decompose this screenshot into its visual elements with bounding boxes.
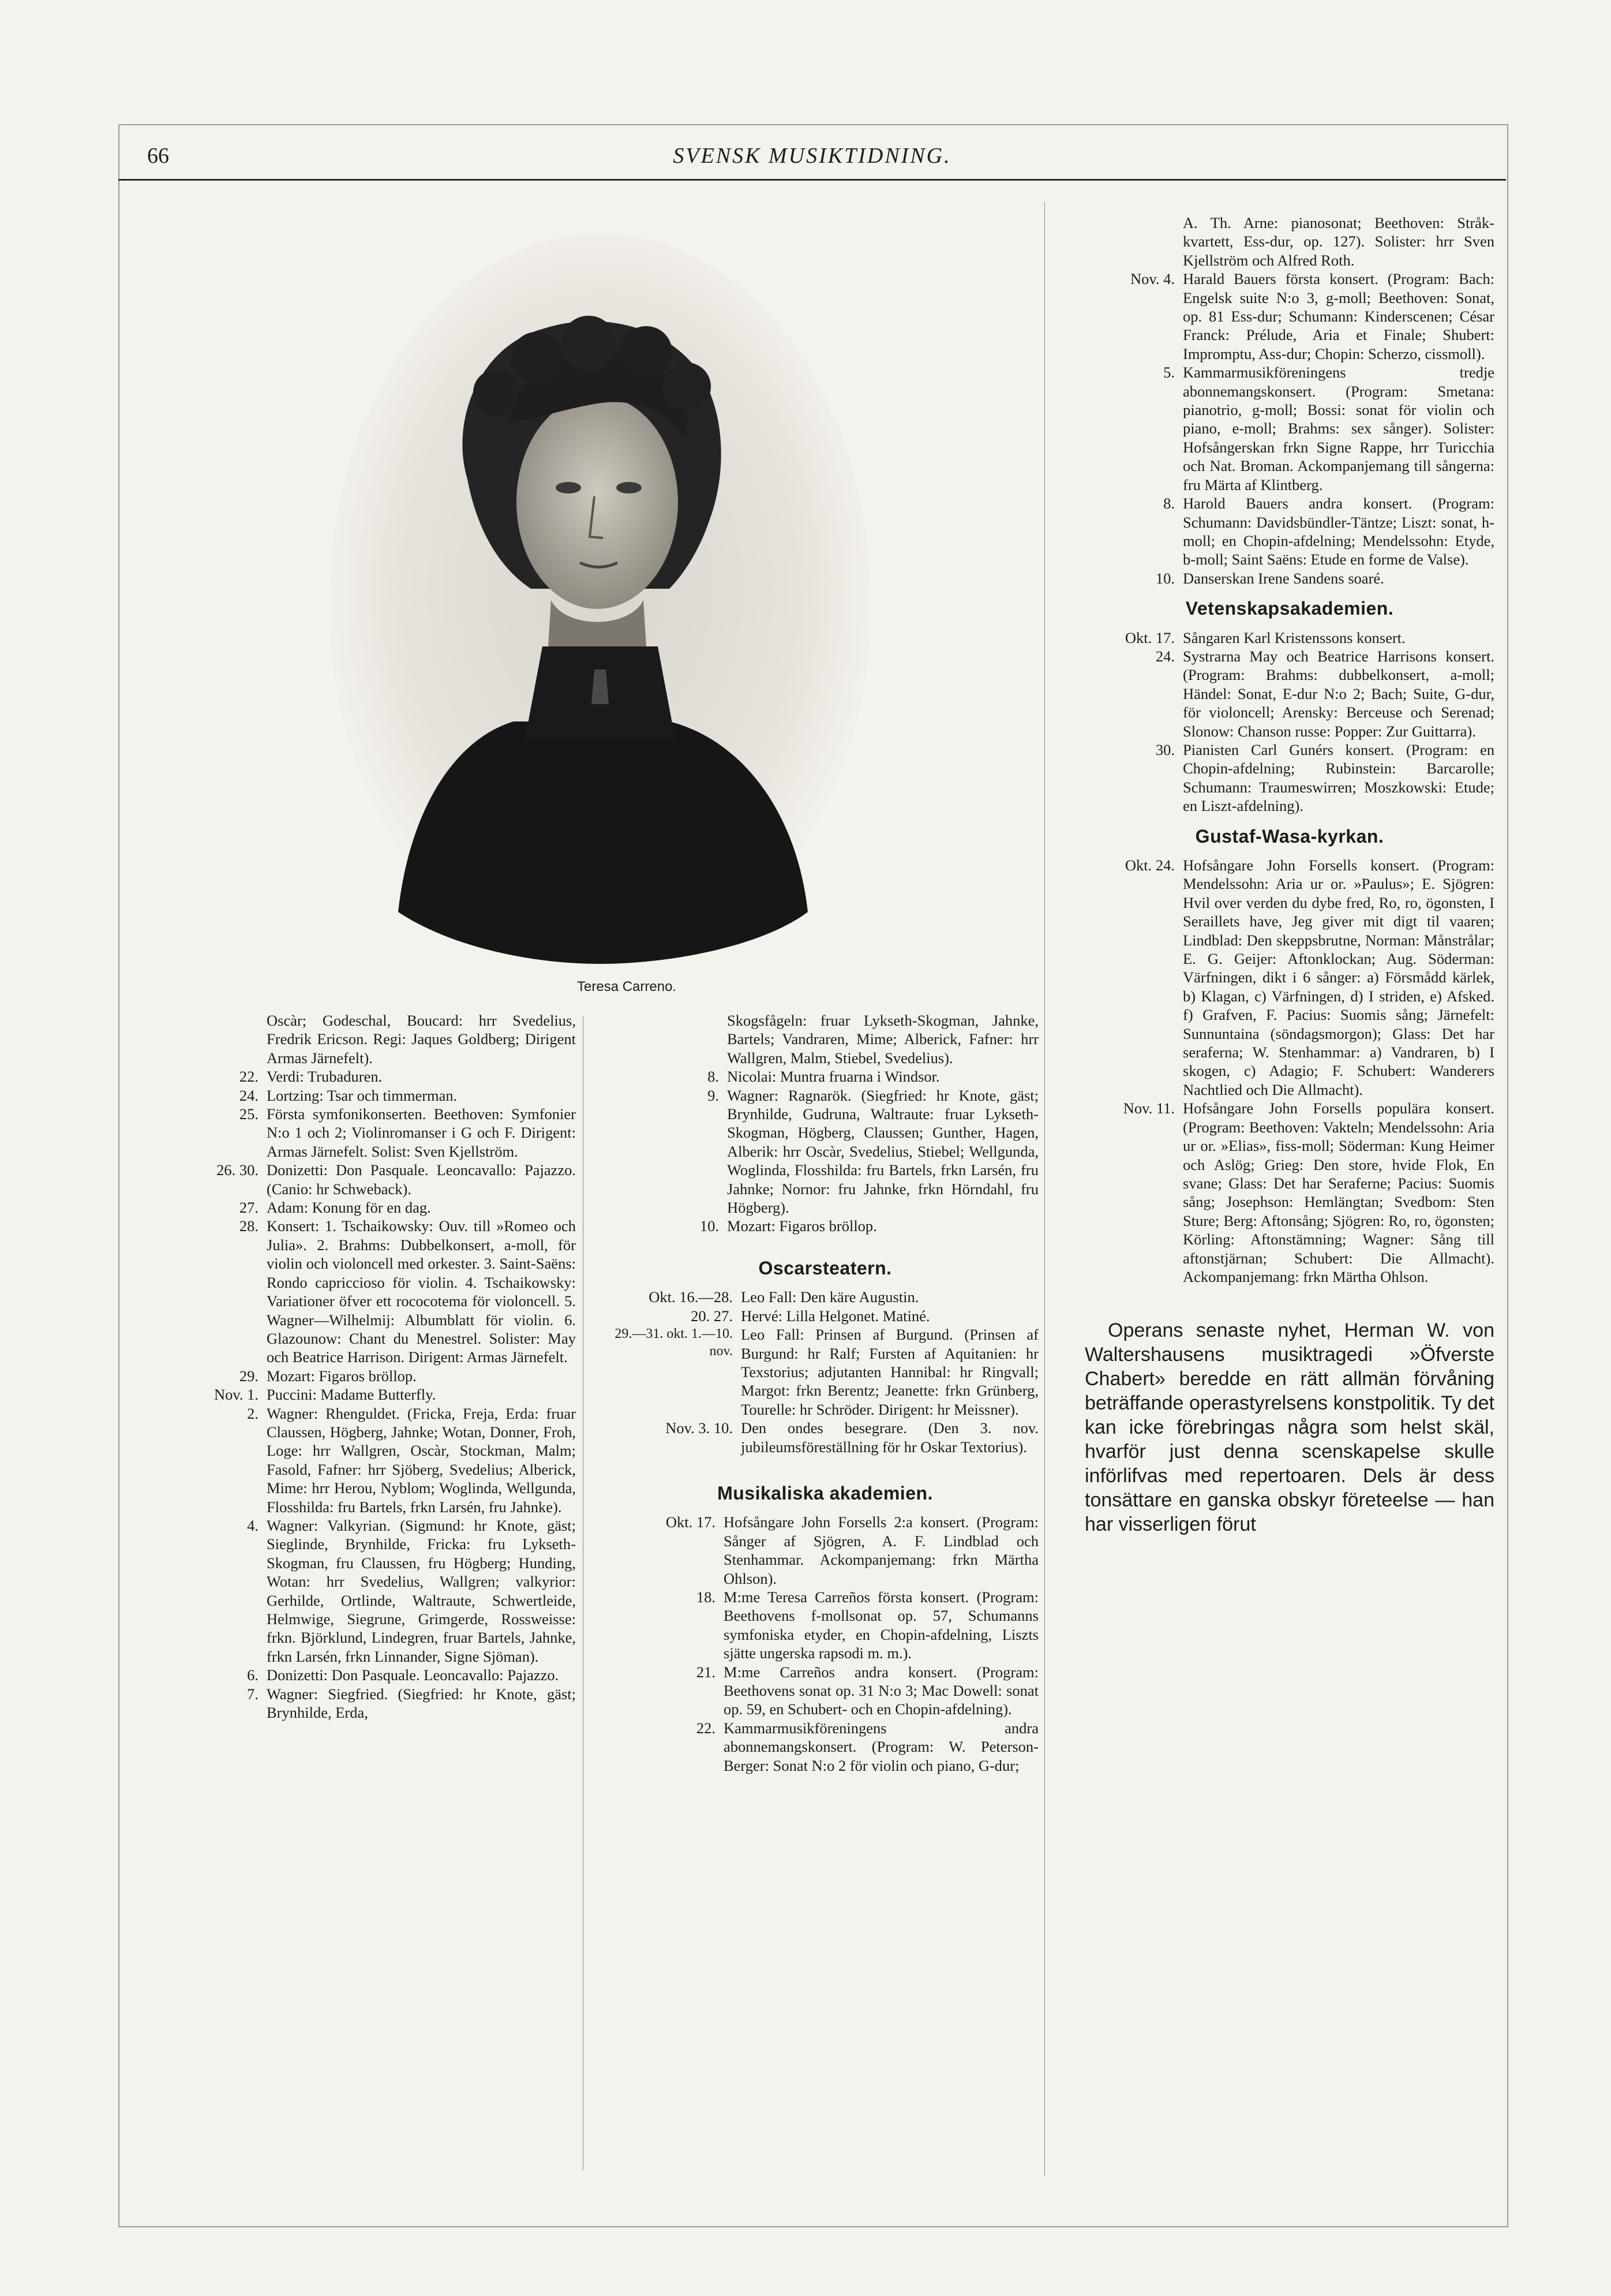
entry-date: Nov. 1. [213, 1386, 258, 1404]
entry-date: 29. [239, 1367, 258, 1385]
list-item [1183, 214, 1494, 270]
list-item [612, 1086, 1039, 1217]
list-item [612, 1663, 1039, 1719]
list-item [173, 1161, 576, 1198]
entry-date: Okt. 17. [1125, 629, 1175, 646]
entry-text: Kammarmusikföreningens tredje abonnemangskonsert. (Program: Smetana: pianotrio, g-moll; Bossi: sonat för violin och piano, e-moll; Brahms: sex sånger). Solister: Hofsångerskan frkn Signe Rappe, hrr Turicchia och Nat. Broman. Ackompanjemang till sångerna: fru Märta af Klintberg. [1183, 364, 1494, 493]
list-item [173, 1217, 576, 1366]
entry-text: Donizetti: Don Pasquale. Leoncavallo: Pajazzo. [267, 1666, 559, 1684]
entry-text: Donizetti: Don Pasquale. Leoncavallo: Pajazzo. (Canio: hr Schweback). [267, 1161, 576, 1198]
list-item [173, 1666, 576, 1684]
list-item [173, 1198, 576, 1217]
entry-text: M:me Teresa Carreños första konsert. (Program: Beethovens f-mollsonat op. 57, Schumanns symfoniska etyder, en Chopin-afdelning, Liszts sjätte ungerska rapsodi m. m.). [724, 1588, 1039, 1662]
entry-date: Nov. 11. [1123, 1100, 1175, 1117]
entry-date: 10. [1155, 569, 1175, 587]
entry-text: Mozart: Figaros bröllop. [727, 1217, 877, 1235]
list-item [612, 1217, 1039, 1235]
list-item [173, 1367, 576, 1385]
entry-date: 30. [1155, 741, 1175, 758]
list-item [173, 1516, 576, 1666]
entry-text: Adam: Konung för en dag. [267, 1199, 431, 1217]
portrait-caption: Teresa Carreno. [577, 979, 677, 994]
entry-text: Hofsångare John Forsells populära konsert. (Program: Beethoven: Vakteln; Mendelssohn: Aria ur or. »Elias», fiss-moll; Söderman: Kung Heimer och Aslög; Grieg: Den store, hvide Flok, En svane; Glass: Det har Seraferne; Pacius: Suomis sång; Josephson: Hemlängtan; Svedbom: Sten Sture; Berg: Aftonsång; Sjögren: Ro, ro, ögonsten; Körling: Aftonstämning; Wagner: Sång till aftonstjärnan; Schubert: Die Allmacht). Ackompanjemang: frkn Märtha Ohlson. [1183, 1100, 1494, 1285]
list-item [612, 1588, 1039, 1663]
list-item [1085, 363, 1494, 494]
entry-date: 8. [707, 1068, 719, 1086]
section-heading-vetenskapsakademien: Vetenskapsakademien. [1185, 598, 1394, 619]
entry-date: 28. [239, 1217, 258, 1235]
entry-date: 22. [239, 1068, 258, 1086]
list-item [173, 1404, 576, 1516]
entry-text: Wagner: Siegfried. (Siegfried: hr Knote, gäst; Brynhilde, Erda, [267, 1685, 576, 1722]
entry-date: 22. [696, 1719, 715, 1737]
entry-date: 9. [707, 1086, 719, 1104]
list-item [1085, 1099, 1494, 1286]
entry-text: Den ondes besegrare. (Den 3. nov. jubileumsföreställning för hr Oskar Textorius). [741, 1419, 1039, 1456]
entry-text: Verdi: Trubaduren. [267, 1068, 383, 1086]
entry-text: Danserskan Irene Sandens soaré. [1183, 569, 1384, 587]
entry-date: 24. [239, 1086, 258, 1104]
list-item [1085, 494, 1494, 569]
list-item [1085, 270, 1494, 363]
page-header [118, 139, 1506, 181]
list-item [612, 1067, 1039, 1086]
body-paragraph: Operans senaste nyhet, Herman W. von Waltershausens musiktragedi »Öfverste Chabert» beredde en rätt allmän förvåning beträffande operastyrelsens konstpolitik. Ty det kan icke förebringas några som helst skäl, hvarför just denna scenskapelse skulle införlifvas med repertoaren. Dels är dess tonsättare en ganska obskyr företeelse — han har visserligen förut [1085, 1319, 1494, 1536]
entry-date: 25. [239, 1105, 258, 1123]
entry-text: A. Th. Arne: pianosonat; Beethoven: Stråk-kvartett, Ess-dur, op. 127). Solister: hrr Sven Kjellström och Alfred Roth. [1183, 214, 1494, 269]
entry-text: Konsert: 1. Tschaikowsky: Ouv. till »Romeo och Julia». 2. Brahms: Dubbelkonsert, a-moll, för violin och violoncell med orkester. 3. Saint-Saëns: Rondo capriccioso för violin. 4. Tschaikowsky: Variationer öfver ett rococotema för violoncell. 5. Wagner—Wilhelmij: Albumblatt för violin. 6. Glazounow: Chant du Menestrel. Solister: May och Beatrice Harrison. Dirigent: Armas Järnefelt. [267, 1217, 576, 1366]
entry-text: Hervé: Lilla Helgonet. Matiné. [741, 1307, 930, 1325]
list-item [612, 1325, 1039, 1419]
entry-date: 5. [1163, 364, 1175, 382]
entry-date: Okt. 24. [1125, 857, 1175, 874]
list-item [612, 1719, 1039, 1775]
entry-text: Pianisten Carl Gunérs konsert. (Program: en Chopin-afdelning; Rubinstein: Barcarolle; Schumann: Traumeswirren; Moszkowski: Etude; en Liszt-afdelning). [1183, 741, 1494, 815]
entry-text: Systrarna May och Beatrice Harrisons konsert. (Program: Brahms: dubbelkonsert, a-moll; Händel: Sonat, E-dur N:o 2; Bach; Suite, G-dur, för violoncell; Arensky: Berceuse och Serenad; Slonow: Chanson russe: Popper: Zur Guittarra). [1183, 647, 1494, 740]
list-item [173, 1685, 576, 1722]
entry-date: Okt. 17. [665, 1513, 715, 1531]
entry-date: 24. [1155, 647, 1175, 665]
portrait-photo [323, 231, 877, 975]
list-item [612, 1288, 1039, 1306]
list-item [1085, 569, 1494, 588]
section-heading-oscarsteatern: Oscarsteatern. [758, 1257, 892, 1278]
entry-date: 6. [247, 1666, 258, 1684]
journal-title: SVENSK MUSIKTIDNING. [673, 144, 951, 168]
entry-date: 4. [247, 1516, 258, 1534]
list-item [173, 1385, 576, 1404]
list-item [1085, 629, 1494, 647]
entry-date: 26. 30. [216, 1161, 258, 1179]
entry-date: 20. 27. [691, 1307, 733, 1325]
list-item [267, 1011, 576, 1067]
list-item [173, 1067, 576, 1086]
entry-text: Mozart: Figaros bröllop. [267, 1367, 417, 1385]
entry-date: Nov. 3. 10. [665, 1419, 733, 1437]
list-item [173, 1086, 576, 1105]
entry-text: Harald Bauers första konsert. (Program: Bach: Engelsk suite N:o 3, g-moll; Beethoven: Sonat, op. 81 Ess-dur; Schumann: Kinderscenen; César Franck: Prélude, Aria et Finale; Shubert: Impromptu, Ass-dur; Chopin: Scherzo, cissmoll). [1183, 270, 1494, 362]
entry-text: Första symfonikonserten. Beethoven: Symfonier N:o 1 och 2; Violinromanser i G och F. Dirigent: Armas Järnefelt. Solist: Sven Kjellström. [267, 1105, 576, 1160]
entry-text: Hofsångare John Forsells konsert. (Program: Mendelssohn: Aria ur or. »Paulus»; E. Sjögren: Hvil over verden du dybe fred, Ro, ro, ögonsten, I Seraillets have, Jeg giver mit digt til vaaren; Lindblad: Den skeppsbrutne, Norman: Månstrålar; E. G. Geijer: Aftonklockan; Aug. Söderman: Värfningen, dikt i 6 sånger: a) Försmådd kärlek, b) Klagan, c) Värfningen, d) I striden, e) Afsked. f) Grafven, F. Pacius: Suomis sång; Järnefelt: Sunnuntaina (söndagsmorgon); Glass: Det har seraferna; W. Stenhammar: a) Vandraren, b) I skogen, c) Adagio; F. Schubert: Wanderers Nachtlied och Die Allmacht). [1183, 857, 1494, 1098]
list-item [1085, 856, 1494, 1099]
entry-text: Harold Bauers andra konsert. (Program: Schumann: Davidsbündler-Täntze; Liszt: sonat, h-moll; en Chopin-afdelning; Mendelssohn: Etyde, b-moll; Saint Saëns: Etude en forme de Valse). [1183, 495, 1494, 569]
entry-text: Oscàr; Godeschal, Boucard: hrr Svedelius, Fredrik Ericson. Regi: Jaques Goldberg; Dirigent Armas Järnefelt). [267, 1012, 576, 1067]
entry-text: Lortzing: Tsar och timmerman. [267, 1086, 458, 1104]
page-number: 66 [147, 144, 169, 168]
list-item [612, 1513, 1039, 1588]
entry-text: Hofsångare John Forsells 2:a konsert. (Program: Sånger af Sjögren, A. F. Lindblad och Stenhammar. Ackompanjemang: frkn Märtha Ohlson). [724, 1513, 1039, 1587]
list-item [1085, 741, 1494, 816]
entry-date: Okt. 16.—28. [649, 1288, 733, 1306]
entry-text: Wagner: Valkyrian. (Sigmund: hr Knote, gäst; Sieglinde, Brynhilde, Fricka: fru Lykseth-Skogman, fru Claussen, fru Högberg; Hunding, Wotan: hrr Svedelius, Wallgren; valkyrior: Gerhilde, Ortlinde, Waltraute, Schwertleide, Helmwige, Siegrune, Grimgerde, Rossweisse: frkn. Björklund, Lindegren, fruar Bartels, Jahnke, frkn Larsén, frkn Linnander, Signe Sjöman). [267, 1516, 576, 1665]
list-item [727, 1011, 1039, 1067]
section-heading-gustaf-wasa-kyrkan: Gustaf-Wasa-kyrkan. [1195, 825, 1384, 847]
list-item [173, 1105, 576, 1161]
entry-date: 2. [247, 1404, 258, 1422]
section-heading-musikaliska-akademien: Musikaliska akademien. [717, 1482, 933, 1504]
entry-text: Leo Fall: Den käre Augustin. [741, 1288, 919, 1306]
entry-date: 21. [696, 1663, 715, 1681]
portrait-illustration [323, 231, 877, 975]
column-rule-right [1044, 202, 1045, 2176]
entry-text: Skogsfågeln: fruar Lykseth-Skogman, Jahnke, Bartels; Vandraren, Mime; Alberick, Fafner: hrr Wallgren, Malm, Stiebel, Svedelius). [727, 1012, 1039, 1067]
column-1 [173, 1011, 576, 1722]
entry-text: Wagner: Ragnarök. (Siegfried: hr Knote, gäst; Brynhilde, Gudruna, Waltraute: fruar Lykseth-Skogman, Högberg, Claussen; Gunther, Hagen, Alberik: hrr Oscàr, Svedelius, Stiebel; Wellgunda, Woglinda, Flosshilda: fru Bartels, frkn Larsén, fru Jahnke; Nornor: fru Jahnke, frkn Hörndahl, fru Högberg). [727, 1086, 1039, 1217]
entry-text: M:me Carreños andra konsert. (Program: Beethovens sonat op. 31 N:o 3; Mac Dowell: sonat op. 59, en Schubert- och en Chopin-afdelning). [724, 1663, 1039, 1718]
list-item [612, 1307, 1039, 1325]
entry-text: Nicolai: Muntra fruarna i Windsor. [727, 1068, 940, 1086]
column-3 [1085, 214, 1494, 1536]
list-item [1085, 647, 1494, 741]
entry-text: Leo Fall: Prinsen af Burgund. (Prinsen af Burgund: hr Ralf; Fursten af Aquitanien: hr Texstorius; adjutanten Hannibal: hr Ringvall; Margot: frkn Berentz; Jeanette: frkn Grünberg, Tourelle: hr Schröder. Dirigent: hr Meissner). [741, 1326, 1039, 1418]
entry-date: 18. [696, 1588, 715, 1606]
entry-date: 10. [699, 1217, 719, 1235]
entry-date: Nov. 4. [1130, 270, 1175, 288]
entry-date: 8. [1163, 495, 1175, 513]
entry-text: Puccini: Madame Butterfly. [267, 1386, 436, 1404]
column-2 [612, 1011, 1039, 1775]
list-item [612, 1419, 1039, 1456]
entry-text: Wagner: Rhenguldet. (Fricka, Freja, Erda: fruar Claussen, Högberg, Jahnke; Wotan, Donner, Froh, Loge: hrr Wallgren, Oscàr, Stockman, Malm; Fasold, Fafner: hrr Sjöberg, Svedelius; Alberick, Mime: hrr Herou, Nyblom; Woglinda, Wellgunda, Flosshilda: fru Bartels, frkn Larsén, fru Jahnke). [267, 1404, 576, 1516]
entry-text: Sångaren Karl Kristenssons konsert. [1183, 629, 1406, 646]
entry-date: 27. [239, 1199, 258, 1217]
entry-date: 29.—31. okt. 1.—10. nov. [615, 1326, 733, 1359]
entry-date: 7. [247, 1685, 258, 1703]
entry-text: Kammarmusikföreningens andra abonnemangskonsert. (Program: W. Peterson-Berger: Sonat N:o 2 för violin och piano, G-dur; [724, 1719, 1039, 1774]
